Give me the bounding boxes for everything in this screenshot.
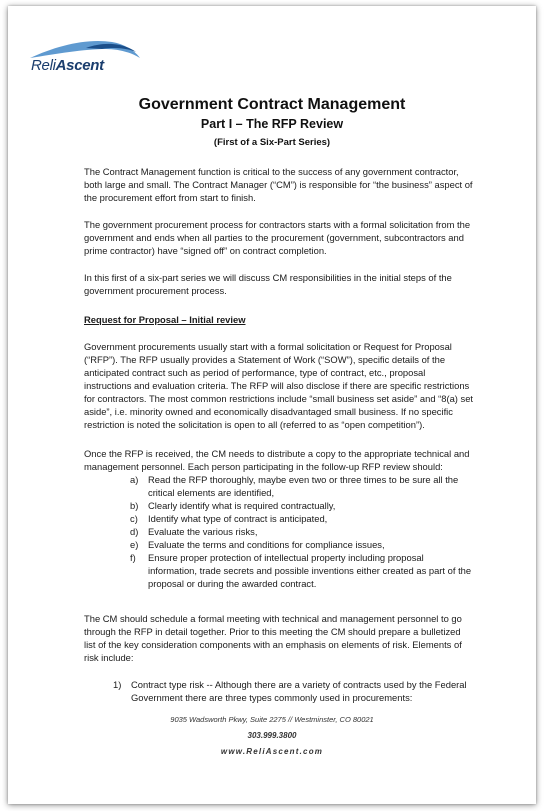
rfp-paragraph: Government procurements usually start with a formal solicitation or Request for Proposal (“RFP”). The RFP usually provides a Statement of Work (“SOW”), specific details of the anticipated contract such as period of performance, type of contract, etc., proposal instructions and evaluation criteria. The RFP will also disclose if there are specific restrictions for contractors. The most common restrictions include “small business set aside” and “8(a) set aside”, i.e. minority owned and economically disadvantaged small business. If no specific restriction is noted the solicitation is open to all (referred to as “open competition”). — [84, 341, 474, 430]
series-paragraph: In this first of a six-part series we will discuss CM responsibilities in the initial steps of the government procurement process. — [84, 272, 452, 296]
series-note: (First of a Six-Part Series) — [213, 137, 331, 148]
list-item: d) Evaluate the various risks, — [130, 526, 258, 537]
intro-paragraph: The Contract Management function is critical to the success of any government contractor, both large and small. The Contract Manager (“CM”) is responsible for “the business” aspect of the procurement effort from start to finish. — [84, 166, 473, 203]
document-subtitle: Part I – The RFP Review — [200, 117, 344, 131]
footer-address: 9035 Wadsworth Pkwy, Suite 2275 // Westminster, CO 80021 — [170, 715, 374, 724]
list-item: a) Read the RFP thoroughly, maybe even two or three times to be sure all the critical elements are identified, — [130, 474, 459, 498]
section-heading: Request for Proposal – Initial review — [84, 314, 246, 325]
reliascent-logo — [26, 36, 146, 76]
footer-phone: 303.999.3800 — [247, 731, 297, 740]
process-paragraph: The government procurement process for contractors starts with a formal solicitation from the government and ends when all parties to the procurement (government, subcontractors and prime contractor) have “signed off” on contract completion. — [84, 219, 471, 256]
footer-website: www.ReliAscent.com — [220, 747, 324, 756]
list-item: f) Ensure proper protection of intellectual property including proposal information, trade secrets and possible inventions either created as part of the proposal or during the awarded contract. — [130, 552, 472, 589]
distribution-paragraph: Once the RFP is received, the CM needs to distribute a copy to the appropriate technical and management personnel. Each person participating in the follow-up RFP review should: — [84, 448, 470, 472]
risk-list-item: 1) Contract type risk -- Although there are a variety of contracts used by the Federal Government there are three types commonly used in procurements: — [113, 679, 467, 703]
meeting-paragraph: The CM should schedule a formal meeting with technical and management personnel to go through the RFP in detail together. Prior to this meeting the CM should prepare a bulletized list of the key consideration components with an emphasis on elements of risk. Elements of risk include: — [84, 613, 462, 663]
list-item: c) Identify what type of contract is anticipated, — [130, 513, 328, 524]
list-item: e) Evaluate the terms and conditions for compliance issues, — [130, 539, 385, 550]
logo-wordmark: ReliAscent — [31, 57, 104, 74]
list-item: b) Clearly identify what is required contractually, — [130, 500, 336, 511]
review-steps-list — [130, 473, 475, 590]
document-title: Government Contract Management — [138, 96, 406, 113]
